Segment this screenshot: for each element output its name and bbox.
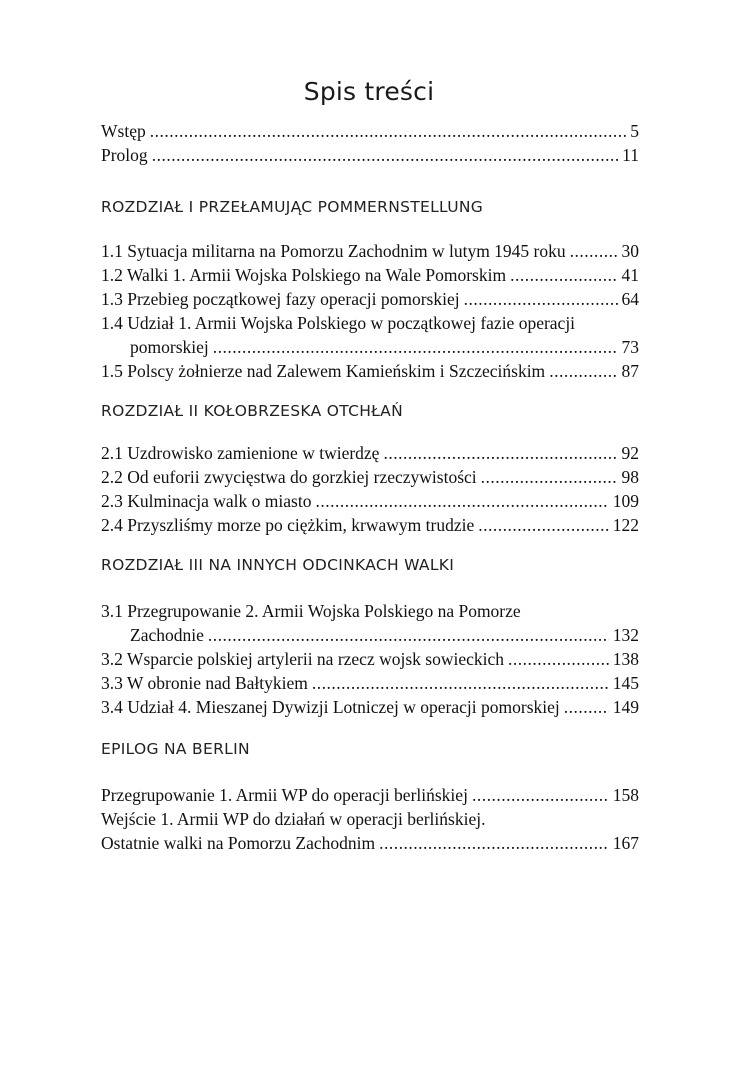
toc-entry-label: 2.1 Uzdrowisko zamienione w twierdzę <box>101 443 380 463</box>
toc-entry-continuation-label: Zachodnie <box>130 625 204 645</box>
dot-leader <box>208 624 609 646</box>
toc-entry-label: 1.4 Udział 1. Armii Wojska Polskiego w początkowej fazie operacji <box>101 313 576 333</box>
dot-leader <box>564 696 609 718</box>
toc-entry-continuation[interactable] <box>130 334 639 358</box>
toc-entry[interactable] <box>101 464 639 488</box>
dot-leader <box>508 648 609 670</box>
toc-entry-prolog[interactable] <box>101 142 639 166</box>
toc-entry-label: 2.4 Przyszliśmy morze po ciężkim, krwawym trudzie <box>101 515 475 535</box>
toc-entry[interactable] <box>101 238 639 262</box>
dot-leader <box>478 514 609 536</box>
toc-entry-label: 1.1 Sytuacja militarna na Pomorzu Zachodnim w lutym 1945 roku <box>101 241 566 261</box>
toc-entry-page: 41 <box>621 265 639 285</box>
chapter-heading: ROZDZIAŁ II KOŁOBRZESKA OTCHŁAŃ <box>101 402 403 420</box>
dot-leader <box>213 336 618 358</box>
toc-entry-page: 122 <box>612 515 639 535</box>
toc-entry-label: 3.3 W obronie nad Bałtykiem <box>101 673 308 693</box>
toc-entry-page: 167 <box>612 833 639 853</box>
toc-entry-page: 158 <box>612 785 639 805</box>
toc-entry[interactable] <box>101 782 639 806</box>
toc-entry-page: 73 <box>621 337 639 357</box>
toc-entry[interactable] <box>101 358 639 382</box>
dot-leader <box>379 832 609 854</box>
toc-entry-label: 1.2 Walki 1. Armii Wojska Polskiego na Wale Pomorskim <box>101 265 507 285</box>
chapter-heading: ROZDZIAŁ III NA INNYCH ODCINKACH WALKI <box>101 556 455 574</box>
toc-entry-continuation[interactable] <box>130 622 639 646</box>
toc-entry-wstep[interactable] <box>101 118 639 142</box>
toc-entry-continuation-label: Ostatnie walki na Pomorzu Zachodnim <box>101 833 376 853</box>
toc-entry[interactable] <box>101 694 639 718</box>
chapter-heading: ROZDZIAŁ I PRZEŁAMUJĄC POMMERNSTELLUNG <box>101 198 484 216</box>
toc-entry-page: 138 <box>612 649 639 669</box>
toc-entry-page: 145 <box>612 673 639 693</box>
toc-entry-page: 109 <box>612 491 639 511</box>
toc-entry-page: 132 <box>612 625 639 645</box>
toc-entry-label: 2.3 Kulminacja walk o miasto <box>101 491 312 511</box>
toc-entry-label: 1.3 Przebieg początkowej fazy operacji pomorskiej <box>101 289 460 309</box>
toc-entry[interactable] <box>101 440 639 464</box>
toc-entry-label: 2.2 Od euforii zwycięstwa do gorzkiej rzeczywistości <box>101 467 477 487</box>
toc-entry-page: 30 <box>621 241 639 261</box>
dot-leader <box>315 490 608 512</box>
toc-entry[interactable] <box>101 310 639 334</box>
dot-leader <box>150 120 627 142</box>
toc-entry-label: 3.4 Udział 4. Mieszanej Dywizji Lotniczej w operacji pomorskiej <box>101 697 560 717</box>
dot-leader <box>312 672 609 694</box>
toc-entry-label: Wstęp <box>101 121 146 141</box>
toc-entry-page: 11 <box>622 145 639 165</box>
chapter-heading: EPILOG NA BERLIN <box>101 740 250 758</box>
toc-entry-label: 3.1 Przegrupowanie 2. Armii Wojska Polskiego na Pomorze <box>101 601 521 621</box>
toc-entry-page: 149 <box>612 697 639 717</box>
toc-entry-page: 87 <box>621 361 639 381</box>
toc-entry-label: 3.2 Wsparcie polskiej artylerii na rzecz wojsk sowieckich <box>101 649 505 669</box>
page-title: Spis treści <box>303 76 435 106</box>
toc-entry-label: Przegrupowanie 1. Armii WP do operacji berlińskiej <box>101 785 468 805</box>
toc-entry-label: Wejście 1. Armii WP do działań w operacji berlińskiej. <box>101 809 486 829</box>
toc-entry[interactable] <box>101 262 639 286</box>
dot-leader <box>383 442 617 464</box>
toc-entry[interactable] <box>101 598 639 622</box>
toc-entry[interactable] <box>101 670 639 694</box>
dot-leader <box>472 784 609 806</box>
dot-leader <box>464 288 618 310</box>
toc-entry-page: 92 <box>621 443 639 463</box>
toc-entry[interactable] <box>101 806 639 830</box>
toc-entry-page: 5 <box>630 121 639 141</box>
toc-entry-label: Prolog <box>101 145 148 165</box>
toc-entry-page: 98 <box>621 467 639 487</box>
dot-leader <box>549 360 617 382</box>
toc-entry-page: 64 <box>621 289 639 309</box>
dot-leader <box>152 144 618 166</box>
dot-leader <box>570 240 618 262</box>
dot-leader <box>481 466 618 488</box>
dot-leader <box>510 264 617 286</box>
toc-entry[interactable] <box>101 286 639 310</box>
toc-entry[interactable] <box>101 646 639 670</box>
toc-entry[interactable] <box>101 512 639 536</box>
toc-entry-continuation-label: pomorskiej <box>130 337 209 357</box>
toc-entry-continuation[interactable] <box>101 830 639 854</box>
toc-entry[interactable] <box>101 488 639 512</box>
toc-entry-label: 1.5 Polscy żołnierze nad Zalewem Kamieńskim i Szczecińskim <box>101 361 546 381</box>
